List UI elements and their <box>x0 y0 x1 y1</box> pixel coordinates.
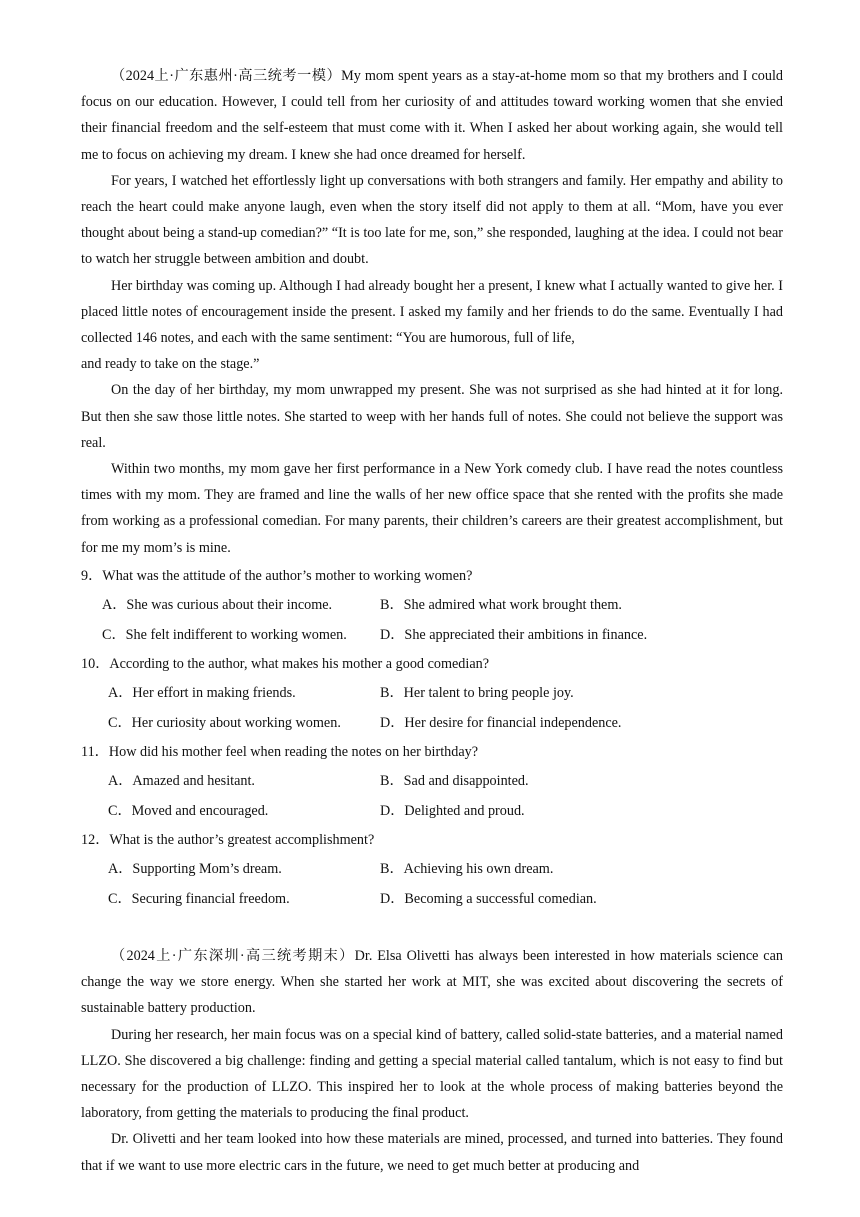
option-a: A．Supporting Mom’s dream. <box>108 861 282 877</box>
option-row <box>81 767 783 797</box>
option-b: B．Achieving his own dream. <box>380 861 554 877</box>
option-row <box>81 885 783 915</box>
option-d: D．Her desire for financial independence. <box>380 714 622 731</box>
question-9 <box>81 562 783 650</box>
option-d: D．Becoming a successful comedian. <box>380 890 597 907</box>
passage-1-paragraph-4: On the day of her birthday, my mom unwrapped my present. She was not surprised as she had hinted at it for long. But then she saw those little notes. She started to weep with her hands full of notes. She could not believe the support was real. <box>81 382 783 451</box>
passage-2 <box>81 943 783 1179</box>
passage-1-paragraph-3: Her birthday was coming up. Although I had already bought her a present, I knew what I actually wanted to give her. I placed little notes of encouragement inside the present. I asked my family and her friends to do the same. Eventually I had collected 146 notes, and each with the same sentiment: “You are humorous, full of life, <box>81 277 783 347</box>
option-row <box>81 797 783 827</box>
option-c: C．Moved and encouraged. <box>108 802 269 819</box>
option-b: B．She admired what work brought them. <box>380 597 622 613</box>
passage-2-paragraph-1: （2024上·广东深圳·高三统考期末）Dr. Elsa Olivetti has always been interested in how materials science can change the way we store energy. When she started her work at MIT, she was excited about discovering the secrets of sustainable battery production. <box>81 948 783 1017</box>
option-a: A．Her effort in making friends. <box>108 685 296 701</box>
question-10 <box>81 650 783 738</box>
passage-2-source: （2024上·广东深圳·高三统考期末） <box>111 948 355 964</box>
passage-1-source: （2024上·广东惠州·高三统考一模） <box>111 68 342 84</box>
question-stem: 9．What was the attitude of the author’s mother to working women? <box>81 568 473 584</box>
passage-2-paragraph-2: During her research, her main focus was on a special kind of battery, called solid-state batteries, and a material named LLZO. She discovered a big challenge: finding and getting a special material called tantalum, which is not easy to find but necessary for the production of LLZO. This inspired her to look at the whole process of making batteries beyond the laboratory, from getting the materials to producing the final product. <box>81 1026 783 1122</box>
passage-2-paragraph-3: Dr. Olivetti and her team looked into how these materials are mined, processed, and turned into batteries. They found that if we want to use more electric cars in the future, we need to get much better at producing and <box>81 1131 783 1174</box>
option-c: C．She felt indifferent to working women. <box>102 626 347 643</box>
question-stem: 11．How did his mother feel when reading the notes on her birthday? <box>81 744 479 760</box>
option-row <box>81 591 783 621</box>
option-b: B．Her talent to bring people joy. <box>380 685 574 701</box>
option-c: C．Her curiosity about working women. <box>108 714 341 731</box>
question-list <box>81 562 783 914</box>
option-row <box>81 709 783 739</box>
question-11 <box>81 738 783 826</box>
question-12 <box>81 826 783 914</box>
question-stem: 12．What is the author’s greatest accomplishment? <box>81 832 375 848</box>
option-d: D．Delighted and proud. <box>380 802 525 819</box>
passage-1-paragraph-1: （2024上·广东惠州·高三统考一模）My mom spent years as a stay-at-home mom so that my brothers and I could focus on our education. However, I could tell from her curiosity of and attitudes toward working women that she envied their financial freedom and the self-esteem that must come with it. When I asked her about working again, she would tell me to focus on achieving my dream. I knew she had once dreamed for herself. <box>81 68 783 163</box>
option-row <box>81 855 783 885</box>
option-c: C．Securing financial freedom. <box>108 890 290 907</box>
option-a: A．Amazed and hesitant. <box>108 773 255 789</box>
option-a: A．She was curious about their income. <box>102 597 333 613</box>
option-d: D．She appreciated their ambitions in finance. <box>380 626 648 643</box>
option-row <box>81 679 783 709</box>
passage-1-paragraph-2: For years, I watched het effortlessly light up conversations with both strangers and family. Her empathy and ability to reach the heart could make anyone laugh, even when the story itself did not apply to them at all. “Mom, have you ever thought about being a stand-up comedian?” “It is too late for me, son,” she responded, laughing at the idea. I could not bear to watch her struggle between ambition and doubt. <box>81 172 783 268</box>
option-b: B．Sad and disappointed. <box>380 773 529 789</box>
passage-1 <box>81 63 783 561</box>
passage-1-paragraph-5: Within two months, my mom gave her first performance in a New York comedy club. I have read the notes countless times with my mom. They are framed and line the walls of her new office space that she rented with the profits she made from working as a professional comedian. For many parents, their children’s careers are their greatest accomplishment, but for me my mom’s is mine. <box>81 461 783 556</box>
option-row <box>81 621 783 651</box>
passage-1-paragraph-3-continued: and ready to take on the stage.” <box>81 356 260 373</box>
question-stem: 10．According to the author, what makes his mother a good comedian? <box>81 656 490 672</box>
